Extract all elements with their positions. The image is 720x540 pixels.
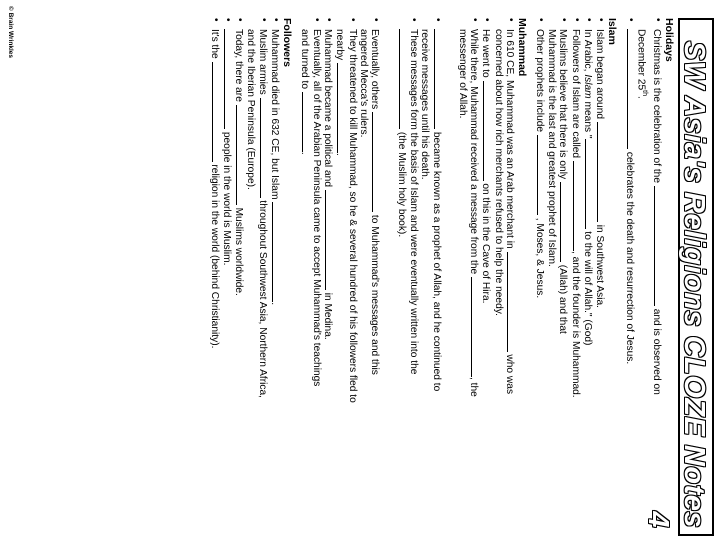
- list-item: • Muhammad became a political and in Medina.: [322, 18, 334, 536]
- fill-in-blank[interactable]: [236, 105, 245, 205]
- section-heading: Muhammad: [516, 18, 529, 77]
- section-heading: Islam: [606, 18, 619, 45]
- fill-in-blank[interactable]: [573, 161, 582, 251]
- fill-in-blank[interactable]: [372, 112, 381, 212]
- list-item: • These messages form the basis of Islam and were eventually written into the (the Muslim holy book).: [395, 18, 419, 536]
- copyright-notice: © Brain Wrinkles: [7, 6, 14, 58]
- section-holidays: [623, 18, 674, 536]
- fill-in-blank[interactable]: [627, 29, 636, 149]
- section-heading: Followers: [281, 18, 294, 68]
- fill-in-blank[interactable]: [399, 29, 408, 129]
- fill-in-blank[interactable]: [272, 202, 281, 302]
- fill-in-blank[interactable]: [560, 182, 569, 262]
- list-item: • In Arabic, Islam means " to the will of Allah." (God): [582, 18, 594, 536]
- fill-in-blank[interactable]: [212, 62, 221, 162]
- fill-in-blank[interactable]: [224, 29, 233, 129]
- list-item: • Today, there are Muslims worldwide.: [233, 18, 245, 536]
- section-muhammad: [298, 18, 527, 536]
- list-item: • became known as a prophet of Allah, and he continued to receive messages until his death.: [419, 18, 443, 536]
- list-item: • celebrates the death and resurrection of Jesus.: [623, 18, 635, 536]
- list-item: • Muslims believe that there is only (Allah) and that Muhammad is the last and greatest prophet of Islam.: [546, 18, 570, 536]
- fill-in-blank[interactable]: [585, 139, 594, 229]
- list-item: • Other prophets include , Moses, & Jesus.: [533, 18, 545, 536]
- fill-in-blank[interactable]: [507, 252, 516, 352]
- fill-in-blank[interactable]: [597, 122, 606, 222]
- section-heading: Holidays: [663, 18, 675, 62]
- list-item: • Muslim armies throughout Southwest Asia, Northern Africa, and the Iberian Peninsula (Europe).: [245, 18, 269, 536]
- fill-in-blank[interactable]: [471, 277, 480, 377]
- fill-in-blank[interactable]: [325, 190, 334, 290]
- list-item: • It's the religion in the world (behind Christianity).: [208, 18, 220, 536]
- fill-in-blank[interactable]: [483, 81, 492, 181]
- list-item: • Eventually, others to Muhammad's messages and this angered Mecca's rulers.: [358, 18, 382, 536]
- section-followers: [208, 18, 292, 536]
- list-item: • Christmas is the celebration of the and is observed on December 25th.: [636, 18, 663, 536]
- section-islam: [533, 18, 617, 536]
- list-item: • While there, Muhammad received a message from the , the messenger of Allah.: [457, 18, 481, 536]
- fill-in-blank[interactable]: [654, 186, 663, 306]
- fill-in-blank[interactable]: [537, 135, 546, 215]
- fill-in-blank[interactable]: [260, 98, 269, 198]
- list-item: • They threatened to kill Muhammad, so he & several hundred of his followers fled to nearby .: [334, 18, 358, 536]
- fill-in-blank[interactable]: [337, 63, 346, 153]
- list-item: • Muhammad died in 632 CE, but Islam .: [269, 18, 281, 536]
- list-item: • In 610 CE, Muhammad was an Arab merchant in who was concerned about how rich merchants refused to help the needy.: [492, 18, 516, 536]
- list-item: • Eventually, all of the Arabian Peninsula came to accept Muhammad's teachings and turned to .: [298, 18, 322, 536]
- fill-in-blank[interactable]: [434, 29, 443, 129]
- list-item: • people in the world is Muslim.: [221, 18, 233, 536]
- notes-content: [202, 18, 674, 536]
- fill-in-blank[interactable]: [302, 92, 311, 152]
- list-item: • He went to on this in the Cave of Hira.: [480, 18, 492, 536]
- page-title: SW Asia's Religions CLOZE Notes 4: [678, 18, 714, 536]
- list-item: • Islam began around in Southwest Asia.: [594, 18, 606, 536]
- list-item: • Followers of Islam are called , and the founder is Muhammad.: [569, 18, 581, 536]
